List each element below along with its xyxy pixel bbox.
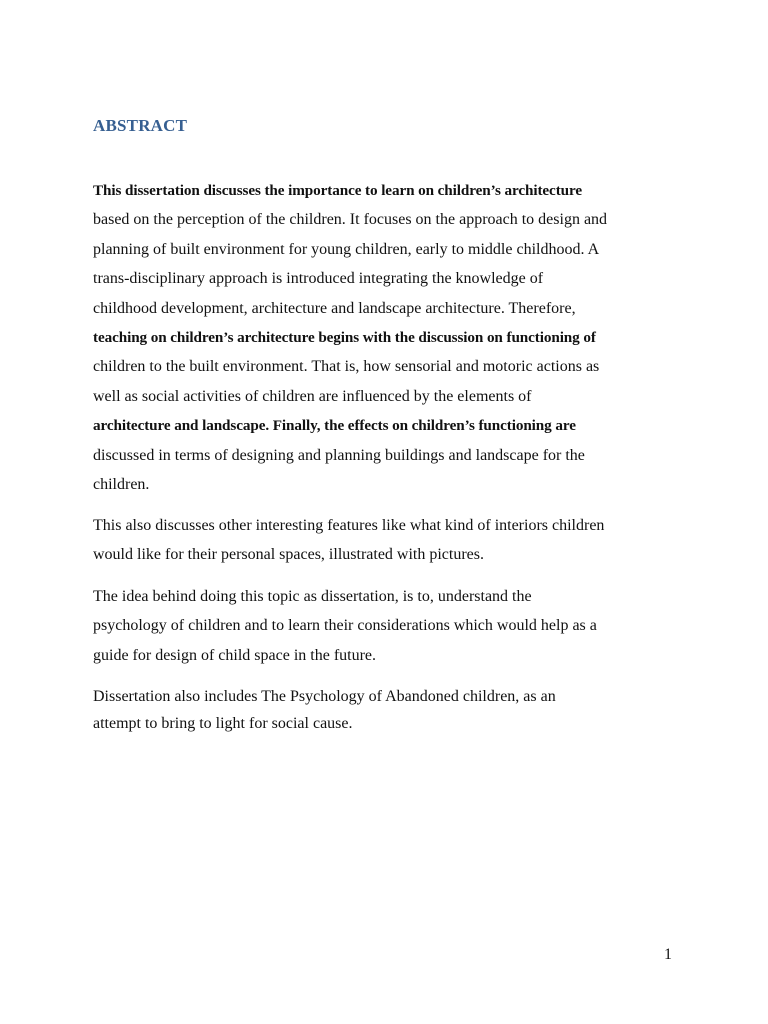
paragraph-1	[93, 176, 683, 499]
paragraph-line: psychology of children and to learn their considerations which would help as a	[93, 617, 597, 635]
paragraph-line: The idea behind doing this topic as dissertation, is to, understand the	[93, 588, 532, 605]
page-number: 1	[664, 946, 672, 963]
paragraph-line: childhood development, architecture and landscape architecture. Therefore,	[93, 299, 576, 317]
paragraph-line: children.	[93, 475, 150, 493]
paragraph-line: This dissertation discusses the importance to learn on children’s architecture	[93, 182, 583, 199]
paragraph-4	[93, 683, 683, 737]
paragraph-2	[93, 511, 683, 570]
paragraph-3	[93, 582, 683, 670]
paragraph-line: teaching on children’s architecture begins with the discussion on functioning of	[93, 328, 596, 346]
paragraph-line: discussed in terms of designing and planning buildings and landscape for the	[93, 446, 585, 464]
paragraph-line: trans-disciplinary approach is introduced integrating the knowledge of	[93, 270, 544, 288]
paragraph-line: well as social activities of children are influenced by the elements of	[93, 387, 532, 405]
paragraph-line: Dissertation also includes The Psychology of Abandoned children, as an	[93, 688, 556, 705]
paragraph-line: children to the built environment. That is, how sensorial and motoric actions as	[93, 358, 600, 376]
paragraph-line: based on the perception of the children. It focuses on the approach to design and	[93, 211, 608, 229]
paragraph-line: architecture and landscape. Finally, the effects on children’s functioning are	[93, 417, 576, 435]
abstract-heading: ABSTRACT	[93, 116, 188, 135]
paragraph-line: guide for design of child space in the future.	[93, 646, 377, 664]
paragraph-line: attempt to bring to light for social cause.	[93, 715, 353, 732]
paragraph-line: This also discusses other interesting features like what kind of interiors children	[93, 517, 605, 534]
paragraph-line: would like for their personal spaces, illustrated with pictures.	[93, 546, 485, 564]
paragraph-line: planning of built environment for young children, early to middle childhood. A	[93, 240, 600, 258]
